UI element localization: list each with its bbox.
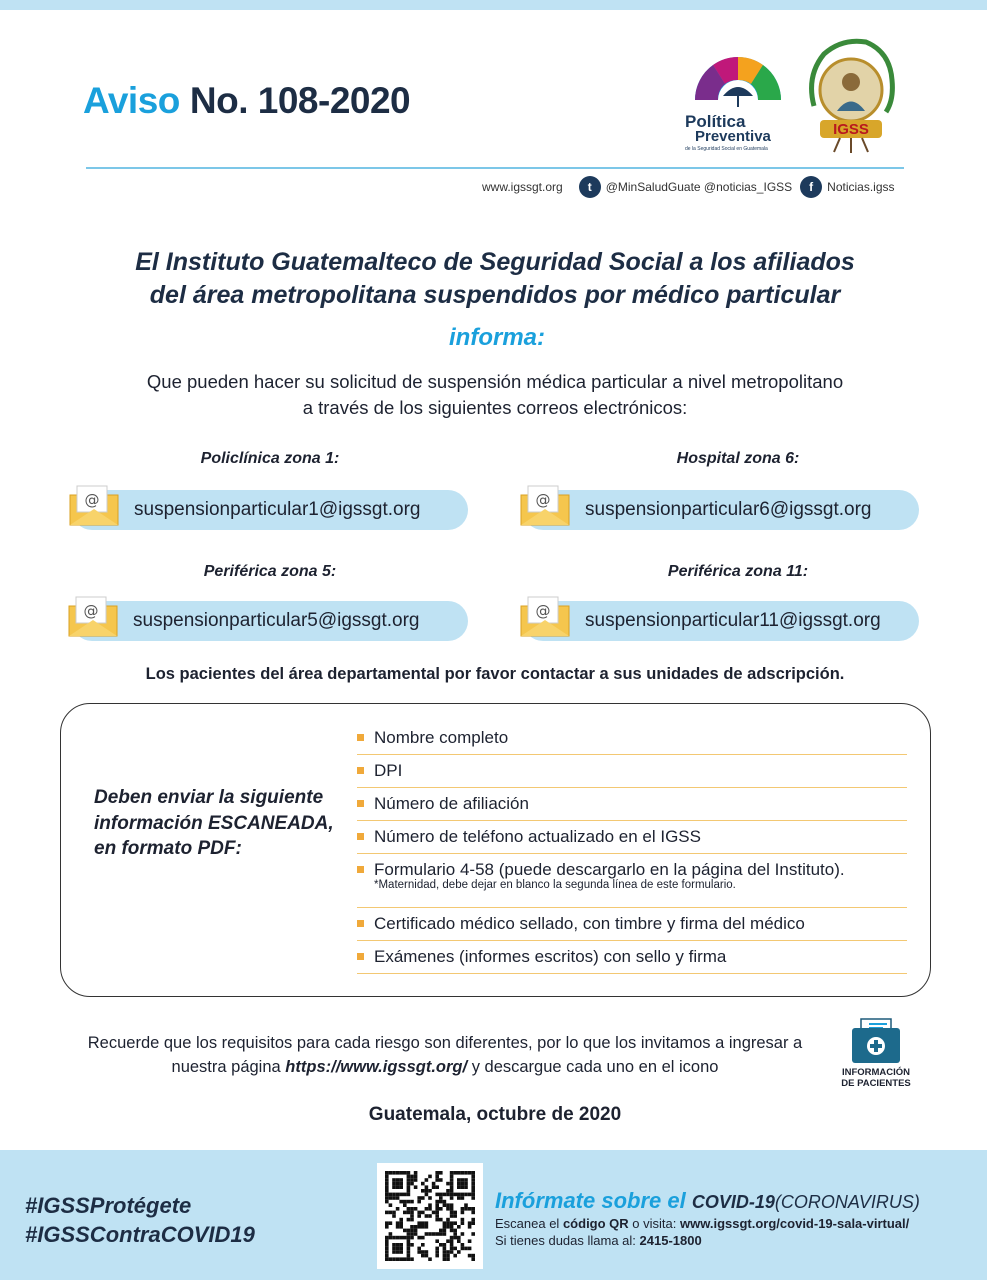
reminder-part-2: y descargue cada uno en el icono <box>467 1058 719 1076</box>
svg-text:@: @ <box>83 602 99 620</box>
svg-text:@: @ <box>535 602 551 620</box>
covid-url-link[interactable]: www.igssgt.org/covid-19-sala-virtual/ <box>680 1216 910 1231</box>
envelope-icon <box>68 485 120 527</box>
notice-number: No. 108-2020 <box>189 80 411 121</box>
twitter-handles[interactable]: @MinSaludGuate @noticias_IGSS <box>605 180 793 194</box>
qr-code-graphic <box>377 1163 483 1269</box>
email-pill-11 <box>523 601 919 641</box>
requirement-text: DPI <box>374 761 403 780</box>
headline <box>60 246 930 312</box>
location-periferica-5: Periférica zona 5: <box>203 563 337 580</box>
covid-info-line-1 <box>495 1216 909 1231</box>
envelope-icon <box>67 596 119 638</box>
requirement-item <box>357 790 907 821</box>
logo-text-subtitle: de la Seguridad Social en Guatemala <box>685 146 768 152</box>
requirement-text: Formulario 4-58 (puede descargarlo en la página del Instituto). <box>374 860 845 879</box>
departmental-note: Los pacientes del área departamental por favor contactar a sus unidades de adscripción. <box>145 665 845 683</box>
igss-emblem <box>802 36 900 154</box>
reminder-text <box>60 1031 830 1079</box>
qr-code <box>377 1163 483 1269</box>
igss-emblem-text: IGSS <box>833 121 869 138</box>
hashtag-protegete: #IGSSProtégete <box>25 1193 192 1218</box>
requirement-text: Certificado médico sellado, con timbre y firma del médico <box>374 914 805 933</box>
logo-text-preventiva: Preventiva <box>695 128 771 145</box>
notice-title <box>83 80 410 122</box>
patient-info-icon[interactable] <box>851 1018 901 1064</box>
requirements-label: Deben enviar la siguiente información ESCANEADA, en formato PDF: <box>94 787 334 859</box>
svg-text:@: @ <box>84 491 100 509</box>
headline-line-2: del área metropolitana suspendidos por médico particular <box>149 281 841 309</box>
requirement-item <box>357 823 907 854</box>
formulario-note: *Maternidad, debe dejar en blanco la segunda línea de este formulario. <box>374 879 736 891</box>
email-1[interactable]: suspensionparticular1@igssgt.org <box>134 499 421 520</box>
email-pill-6 <box>523 490 919 530</box>
svg-text:@: @ <box>535 491 551 509</box>
requirement-item <box>357 856 907 908</box>
covid-info-title-covid: COVID-19 <box>691 1192 775 1212</box>
patient-info-label-2: DE PACIENTES <box>841 1078 911 1089</box>
politica-preventiva-logo <box>683 44 793 152</box>
requirements-list <box>357 724 907 974</box>
intro-text <box>60 369 930 421</box>
top-bar <box>0 0 987 10</box>
covid-info-title-paren: (CORONAVIRUS) <box>774 1192 920 1212</box>
covid-info-title <box>495 1188 920 1214</box>
reminder-part-1: Recuerde que los requisitos para cada riesgo son diferentes, por lo que los invitamos a ingresar a nuestra página <box>87 1034 803 1076</box>
intro-line-1: Que pueden hacer su solicitud de suspensión médica particular a nivel metropolitano <box>146 371 844 392</box>
patient-info-label <box>833 1067 919 1089</box>
email-pill-1 <box>72 490 468 530</box>
email-5[interactable]: suspensionparticular5@igssgt.org <box>133 610 420 631</box>
phone-text: Si tienes dudas llama al: <box>495 1233 636 1248</box>
twitter-icon: t <box>579 176 601 198</box>
location-hospital-6: Hospital zona 6: <box>676 450 800 467</box>
date-line: Guatemala, octubre de 2020 <box>368 1104 622 1125</box>
phone-number[interactable]: 2415-1800 <box>639 1233 702 1248</box>
facebook-icon: f <box>800 176 822 198</box>
email-11[interactable]: suspensionparticular11@igssgt.org <box>585 610 881 631</box>
hashtag-contra-covid: #IGSSContraCOVID19 <box>25 1222 255 1247</box>
requirement-item <box>357 943 907 974</box>
requirement-text: Nombre completo <box>374 728 509 747</box>
email-pill-5 <box>72 601 468 641</box>
requirement-text: Número de afiliación <box>374 794 529 813</box>
covid-info-line-2 <box>495 1233 702 1248</box>
scan-text-c: o visita: <box>632 1216 677 1231</box>
social-links <box>482 175 895 199</box>
requirement-item <box>357 910 907 941</box>
scan-text-qr: código QR <box>562 1216 629 1231</box>
requirement-item <box>357 724 907 755</box>
covid-info-title-main: Infórmate sobre el <box>495 1188 686 1213</box>
envelope-icon <box>519 485 571 527</box>
header-divider <box>86 167 904 169</box>
location-periferica-11: Periférica zona 11: <box>667 563 809 580</box>
location-policlinica: Policlínica zona 1: <box>200 450 340 467</box>
email-6[interactable]: suspensionparticular6@igssgt.org <box>585 499 872 520</box>
requirement-text: Número de teléfono actualizado en el IGSS <box>374 827 701 846</box>
logo-text-politica: Política <box>685 112 746 131</box>
patient-info-label-1: INFORMACIÓN <box>841 1067 911 1078</box>
requirement-item <box>357 757 907 788</box>
envelope-icon <box>519 596 571 638</box>
facebook-handle[interactable]: Noticias.igss <box>827 180 895 194</box>
website-link[interactable]: www.igssgt.org <box>482 180 563 194</box>
notice-word: Aviso <box>83 80 180 121</box>
headline-line-1: El Instituto Guatemalteco de Seguridad Social a los afiliados <box>135 248 855 276</box>
informa-heading: informa: <box>449 324 545 351</box>
intro-line-2: a través de los siguientes correos electrónicos: <box>302 397 688 418</box>
scan-text-a: Escanea el <box>495 1216 560 1231</box>
igss-url-link[interactable]: https://www.igssgt.org/ <box>285 1058 468 1076</box>
requirement-text: Exámenes (informes escritos) con sello y firma <box>374 947 727 966</box>
